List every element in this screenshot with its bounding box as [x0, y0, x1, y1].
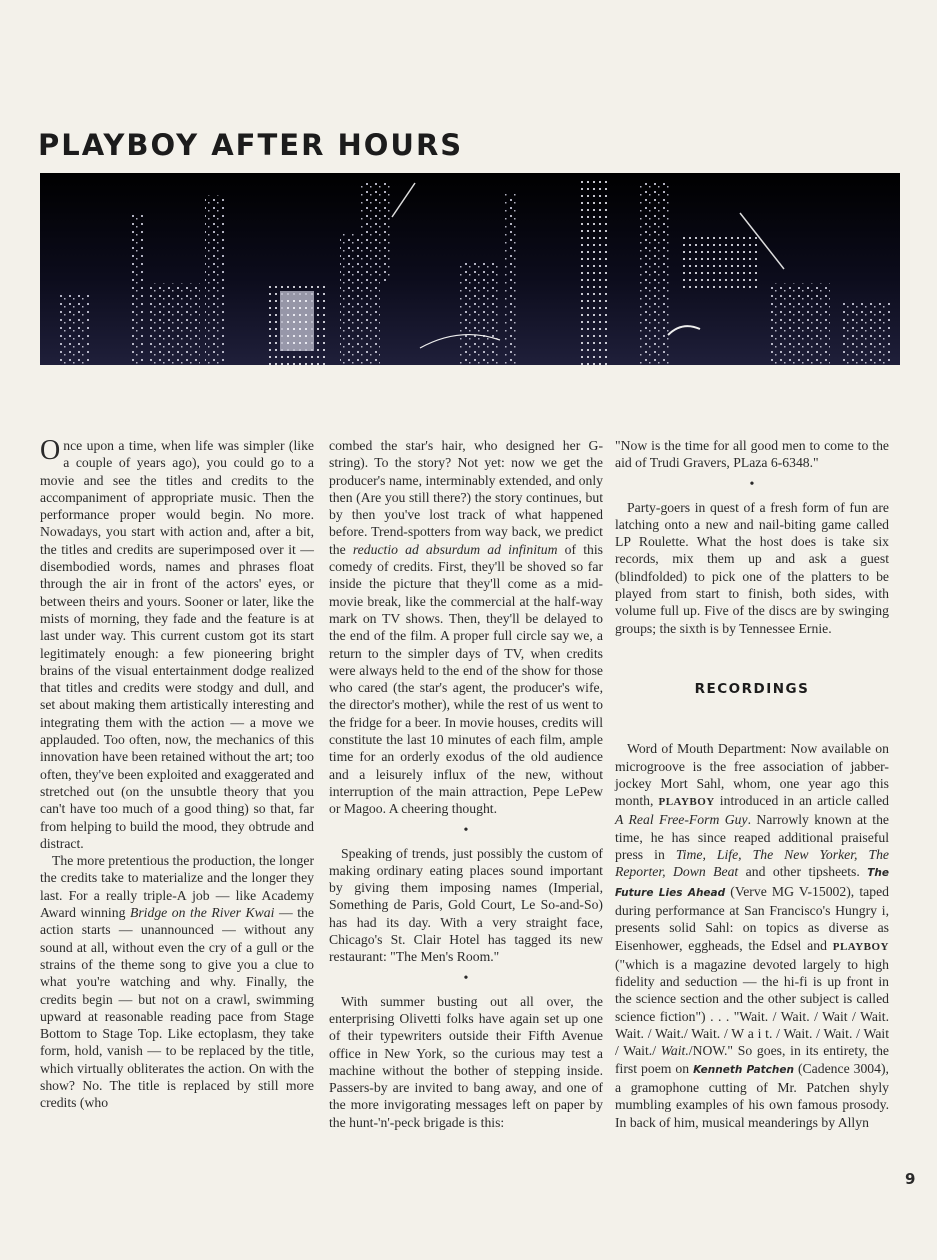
article-paragraph: "Now is the time for all good men to come to the aid of Trudi Gravers, PLaza 6-6348.": [615, 438, 889, 471]
section-heading-recordings: RECORDINGS: [694, 680, 810, 697]
page-title: PLAYBOY AFTER HOURS: [38, 128, 464, 162]
article-column-3: [615, 437, 889, 1131]
drop-cap: O: [40, 435, 61, 466]
album-title: Kenneth Patchen: [693, 1063, 794, 1076]
separator-bullet: •: [463, 970, 469, 986]
article-paragraph: combed the star's hair, who designed her G-string). To the story? Not yet: now we get the producer's name, interminably extended, and only then (Are you still there?) the story continues, but by then you've lost track of what happened before. Trend-spotters from way back, we predict the reductio ad absurdum ad infinitum of this comedy of credits. First, they'll be shoved so far inside the picture that they'll come as a mid-movie break, like the commercial at the half-way mark on TV shows. Then, they'll be delayed to the end of the film. A proper full circle say we, a return to the simpler days of TV, when credits were always held to the end of the show for those who cared (the star's agent, the producer's wife, the director's mother), while the rest of us went to the fridge for a beer. In movie houses, credits will constitute the last 10 minutes of each film, ample time for an orderly exodus of the old audience and a leisurely influx of the new, without interruption of the main attraction, Pepe LePew or Magoo. A cheering thought.: [329, 438, 603, 817]
article-paragraph: Word of Mouth Department: Now available on microgroove is the free association of jabber-jockey Mort Sahl, whom, one year ago this month, PLAYBOY introduced in an article called A Real Free-Form Guy. Narrowly known at the time, he has since reaped additional praiseful press in Time, Life, The New Yorker, The Reporter, Down Beat and other tipsheets. The Future Lies Ahead (Verve MG V-15002), taped during performance at San Francisco's Hungry i, presents solid Sahl: on topics as diverse as Eisenhower, eggheads, the Edsel and PLAYBOY ("which is a magazine devoted largely to high fidelity and seduction — the hi-fi is up front in the science section and the other subject is called science fiction") . . . "Wait. / Wait. / Wait / Wait. Wait. / Wait./ Wait. / W a i t. / Wait. / Wait. / Wait / Wait./ Wait./NOW." So goes, in its entirety, the first poem on Kenneth Patchen (Cadence 3004), a gramophone cutting of Mr. Patchen shyly mumbling examples of his own famous prosody. In back of him, musical meanderings by Allyn: [615, 741, 890, 1130]
article-paragraph: Speaking of trends, just possibly the custom of making ordinary eating places sound important by giving them imposing names (Imperial, Something de Paris, Gold Court, Le So-and-So) has had its day. With a very straight face, Chicago's St. Clair Hotel has tagged its new restaurant: "The Men's Room.": [329, 845, 603, 965]
publication-names: Time, Life, The New Yorker, The Reporter, Down Beat: [615, 847, 889, 880]
magazine-name: PLAYBOY: [658, 796, 715, 809]
film-title: Bridge on the River Kwai: [129, 905, 275, 921]
city-skyline-photo: [40, 173, 900, 365]
article-title: A Real Free-Form Guy: [615, 812, 748, 828]
album-title: The Future Lies Ahead: [615, 867, 889, 899]
article-paragraph: Party-goers in quest of a fresh form of fun are latching onto a new and nail-biting game called LP Roulette. What the host does is take six records, mix them up and ask a guest (blindfolded) to pick one of the platters to be played from start to finish, both sides, with volume full up. Five of the discs are by swinging groups; the sixth is by Tennessee Ernie.: [615, 499, 889, 636]
magazine-name: PLAYBOY: [832, 940, 889, 953]
latin-phrase: reductio ad absurdum ad infinitum: [352, 541, 558, 557]
article-paragraph: Once upon a time, when life was simpler (like a couple of years ago), you could go to a movie and see the titles and credits to the accompaniment of appropriate music. Then the performance proper would begin. No more. Nowadays, you start with action and, after a bit, the titles and credits are superimposed over it — disembodied words, names and phrases float through the air in front of the actors' eyes, or between theirs and yours. Sooner or later, like the mists of morning, they fade and the feature is at last under way. This current custom got its start legitimately enough: a few pioneering bright brains of the visual entertainment dodge realized that titles and credits were stodgy and dull, and set about making them artistically interesting and integrating them with the action — a move we applauded. Too often, now, the mechanics of this innovation have been retained without the art; too often, they've been exploited and exaggerated and stretched out (on the unsubtle theory that you can't have too much of a good thing) so that, far from helping to build the mood, they obtrude and distract.: [40, 435, 314, 851]
article-paragraph: With summer busting out all over, the enterprising Olivetti folks have again set up one of their typewriters outside their Fifth Avenue office in New York, so the curious may test a machine without the bother of stepping inside. Passers-by are invited to bang away, and one of the more invigorating messages left on paper by the hunt-'n'-peck brigade is this:: [329, 993, 603, 1130]
article-paragraph: The more pretentious the production, the longer the credits take to materialize and the longer they last. For a really triple-A job — like Academy Award winning Bridge on the River Kwai — the action starts — unannounced — without any sound at all, without even the cry of a gull or the strains of the theme song to give you a clue to what you're watching and why. Finally, the credits begin — but not on a crawl, swimming upward at reasonable reading pace from Stage Bottom to Stage Top. Like ectoplasm, they take form, hold, vanish — to be replaced by the title, which virtually obliterates the action. On with the show? No. The title is replaced by still more credits (who: [40, 853, 314, 1111]
separator-bullet: •: [749, 476, 755, 492]
article-column-2: [329, 437, 603, 1131]
page-number: 9: [905, 1170, 916, 1188]
separator-bullet: •: [463, 822, 469, 838]
article-column-1: [40, 437, 314, 1112]
